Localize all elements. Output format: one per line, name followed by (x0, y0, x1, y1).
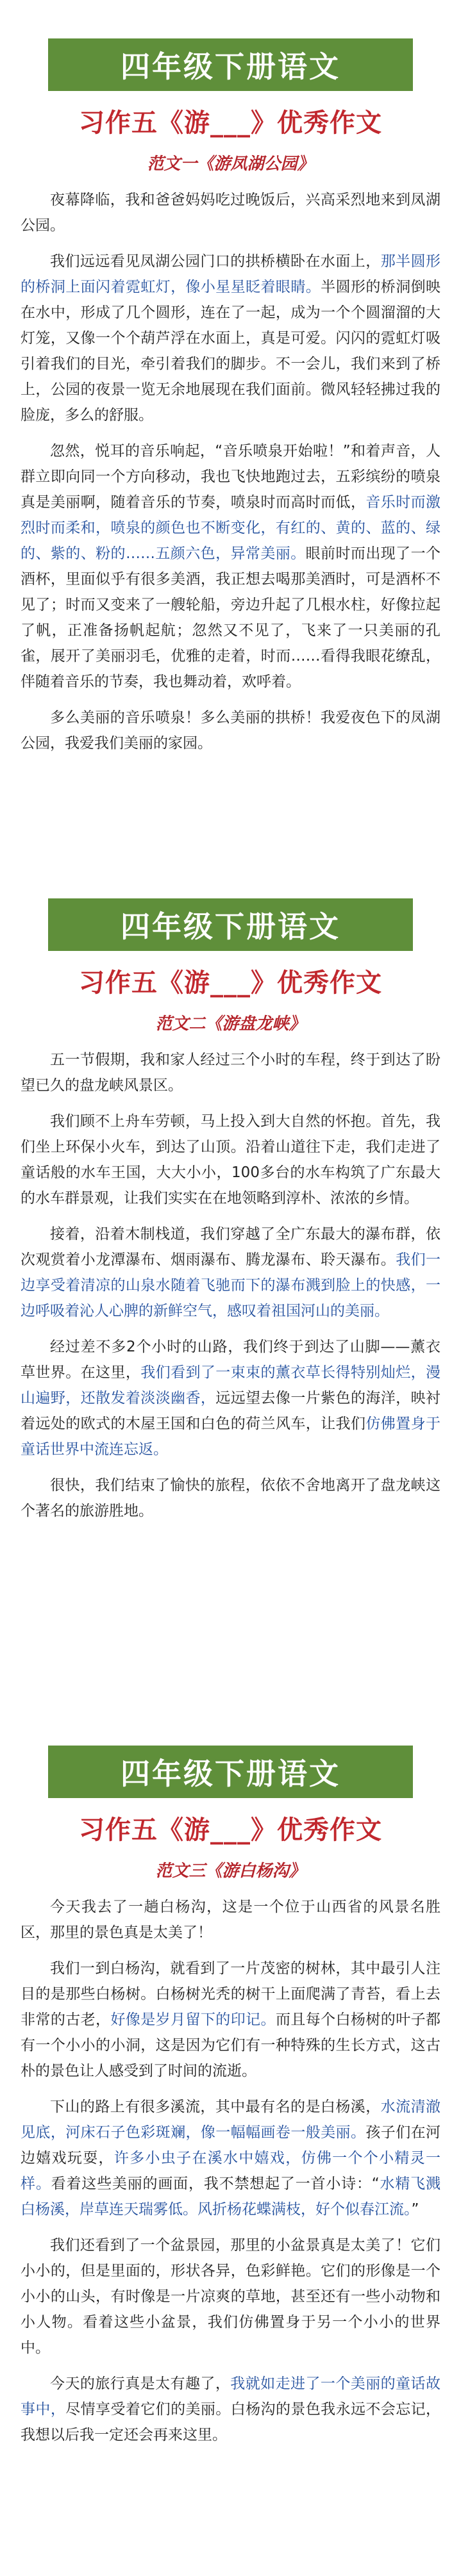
highlighted-text: 仿佛置身于童话世界中流连忘返。 (21, 1416, 441, 1458)
paragraph-text: 我们还看到了一个盆景园，那里的小盆景真是太美了！它们小小的，但是里面的，形状各异，色彩鲜艳。它们的形像是一个小小的山头，有时像是一片凉爽的草地，甚至还有一些小动物和小人物。看着这些小盆景，我们仿佛置身于另一个小小的世界中。 (21, 2237, 440, 2356)
essay-paragraph (21, 187, 440, 238)
assignment-title: 习作五《游___》优秀作文 (79, 968, 382, 998)
grade-banner (48, 38, 413, 91)
paragraph-text: ” (411, 2201, 419, 2218)
paragraph-text: 今天的旅行真是太有趣了， (50, 2375, 231, 2392)
paragraph-text: 多么美丽的音乐喷泉！多么美丽的拱桥！我爱夜色下的凤湖公园，我爱我们美丽的家园。 (21, 709, 440, 752)
essay-title: 范文一《游凤湖公园》 (147, 154, 314, 174)
essay-paragraph (21, 2094, 440, 2222)
assignment-title: 习作五《游___》优秀作文 (79, 1815, 382, 1845)
paragraph-text: 忽然，悦耳的音乐响起，“音乐喷泉开始啦！”和着声音，人群立即向同一个方向移动，我也飞快地跑过去，五彩缤纷的喷泉真是美丽啊，随着音乐的节奏，喷泉时而高时而低， (21, 443, 440, 511)
paragraph-text: 尽情享受着它们的美丽。白杨沟的景色我永远不会忘记，我想以后我一定还会再来这里。 (21, 2401, 441, 2443)
essay-paragraph (21, 1109, 440, 1211)
essay-section-2 (0, 898, 461, 1707)
essay-paragraph (21, 1956, 440, 2084)
essay-paragraph (21, 438, 440, 695)
paragraph-text: 看着这些美丽的画面，我不禁想起了一首小诗：“ (51, 2176, 380, 2192)
essay-section-1 (0, 38, 461, 860)
paragraph-text: 今天我去了一趟白杨沟，这是一个位于山西省的风景名胜区，那里的景色真是太美了！ (21, 1899, 440, 1941)
essay-section-3 (0, 1746, 461, 2576)
essay-paragraph (21, 1221, 440, 1324)
paragraph-text: 远远望去像一片紫色的海洋，映衬着远处的欧式的木屋王国和白色的荷兰风车，让我们 (21, 1390, 441, 1432)
paragraph-text: 我们远远看见凤湖公园门口的拱桥横卧在水面上， (50, 253, 381, 270)
paragraph-text: 眼前时而出现了一个酒杯，里面似乎有很多美酒，我正想去喝那美酒时，可是酒杯不见了；时而又变来了一艘轮船，旁边升起了几根水柱，好像拉起了帆，正准备扬帆起航；忽然又不见了，飞来了一只美丽的孔雀，展开了美丽羽毛，优雅的走着，时而……看得我眼花缭乱，伴随着音乐的节奏，我也舞动着，欢呼着。 (21, 545, 441, 690)
paragraph-text: 半圆形的桥洞倒映在水中，形成了几个圆形，连在了一起，成为一个个圆溜溜的大灯笼，又像一个个葫芦浮在水面上，真是可爱。闪闪的霓虹灯吸引着我们的目光，牵引着我们的脚步。不一会儿，我们来到了桥上，公园的夜景一览无余地展现在我们面前。微风轻轻拂过我的脸庞，多么的舒服。 (21, 279, 441, 424)
paragraph-text: 夜幕降临，我和爸爸妈妈吃过晚饭后，兴高采烈地来到凤湖公园。 (21, 192, 440, 234)
paragraph-text: 我们一到白杨沟，就看到了一片茂密的树林，其中最引人注目的是那些白杨树。白杨树光秃的树干上面爬满了青苔，看上去非常的古老， (21, 1960, 440, 2028)
paragraph-text: 接着，沿着木制栈道，我们穿越了全广东最大的瀑布群，依次观赏着小龙潭瀑布、烟雨瀑布、腾龙瀑布、聆天瀑布。 (21, 1226, 440, 1268)
paragraph-text: 下山的路上有很多溪流，其中最有名的是白杨溪， (50, 2099, 381, 2115)
highlighted-text: 音乐时而激烈时而柔和，喷泉的颜色也不断变化，有红的、黄的、蓝的、绿的、紫的、粉的……五颜六色，异常美丽。 (21, 494, 441, 562)
paragraph-text: 很快，我们结束了愉快的旅程，依依不舍地离开了盘龙峡这个著名的旅游胜地。 (21, 1477, 440, 1519)
grade-banner (48, 898, 413, 951)
essay-body (0, 1894, 461, 2448)
assignment-title: 习作五《游___》优秀作文 (79, 108, 382, 138)
essay-title: 范文二《游盘龙峡》 (155, 1014, 306, 1034)
paragraph-text: 我们顾不上舟车劳顿，马上投入到大自然的怀抱。首先，我们坐上环保小火车，到达了山顶。沿着山道往下走，我们走进了童话般的水车王国，大大小小，100多台的水车构筑了广东最大的水车群景观，让我们实实在在地领略到淳朴、浓浓的乡情。 (21, 1113, 440, 1207)
essay-paragraph (21, 1047, 440, 1098)
paragraph-text: 经过差不多2个小时的山路，我们终于到达了山脚——薰衣草世界。在这里， (21, 1339, 440, 1381)
essay-title: 范文三《游白杨沟》 (155, 1862, 306, 1881)
essay-body (0, 1047, 461, 1524)
paragraph-text: 五一节假期，我和家人经过三个小时的车程，终于到达了盼望已久的盘龙峡风景区。 (21, 1052, 440, 1094)
essay-paragraph (21, 2233, 440, 2361)
essay-paragraph (21, 1473, 440, 1524)
essay-paragraph (21, 705, 440, 756)
essay-body (0, 187, 461, 756)
essay-paragraph (21, 1334, 440, 1462)
grade-banner (48, 1746, 413, 1798)
paragraph-text: 孩子们在河边嬉戏玩耍， (21, 2124, 441, 2167)
highlighted-text: 许多小虫子在溪水中嬉戏，仿佛一个个小精灵一样。 (21, 2150, 441, 2192)
article-page (0, 38, 461, 2576)
paragraph-text: 而且每个白杨树的叶子都有一个小小的小洞，这是因为它们有一种特殊的生长方式，这古朴的景色让人感受到了时间的流逝。 (21, 2011, 441, 2079)
highlighted-text: 那半圆形的桥洞上面闪着霓虹灯，像小星星眨着眼睛。 (21, 253, 441, 295)
highlighted-text: 水精飞溅白杨溪，岸草连天瑞雾低。风折杨花蝶满枝，好个似春江流。 (21, 2176, 441, 2218)
essay-paragraph (21, 2371, 440, 2448)
highlighted-text: 好像是岁月留下的印记。 (110, 2011, 276, 2028)
essay-paragraph (21, 1894, 440, 1945)
highlighted-text: 我们一边享受着清凉的山泉水随着飞驰而下的瀑布溅到脸上的快感，一边呼吸着沁人心脾的新鲜空气，感叹着祖国河山的美丽。 (21, 1251, 441, 1319)
banner-title: 四年级下册语文 (121, 1756, 340, 1791)
essay-paragraph (21, 249, 440, 428)
banner-title: 四年级下册语文 (121, 49, 340, 84)
highlighted-text: 水流清澈见底，河床石子色彩斑斓，像一幅幅画卷一般美丽。 (21, 2099, 441, 2141)
highlighted-text: 我们看到了一束束的薰衣草长得特别灿烂，漫山遍野，还散发着淡淡幽香， (21, 1364, 441, 1407)
highlighted-text: 我就如走进了一个美丽的童话故事中， (21, 2375, 441, 2418)
banner-title: 四年级下册语文 (121, 909, 340, 944)
